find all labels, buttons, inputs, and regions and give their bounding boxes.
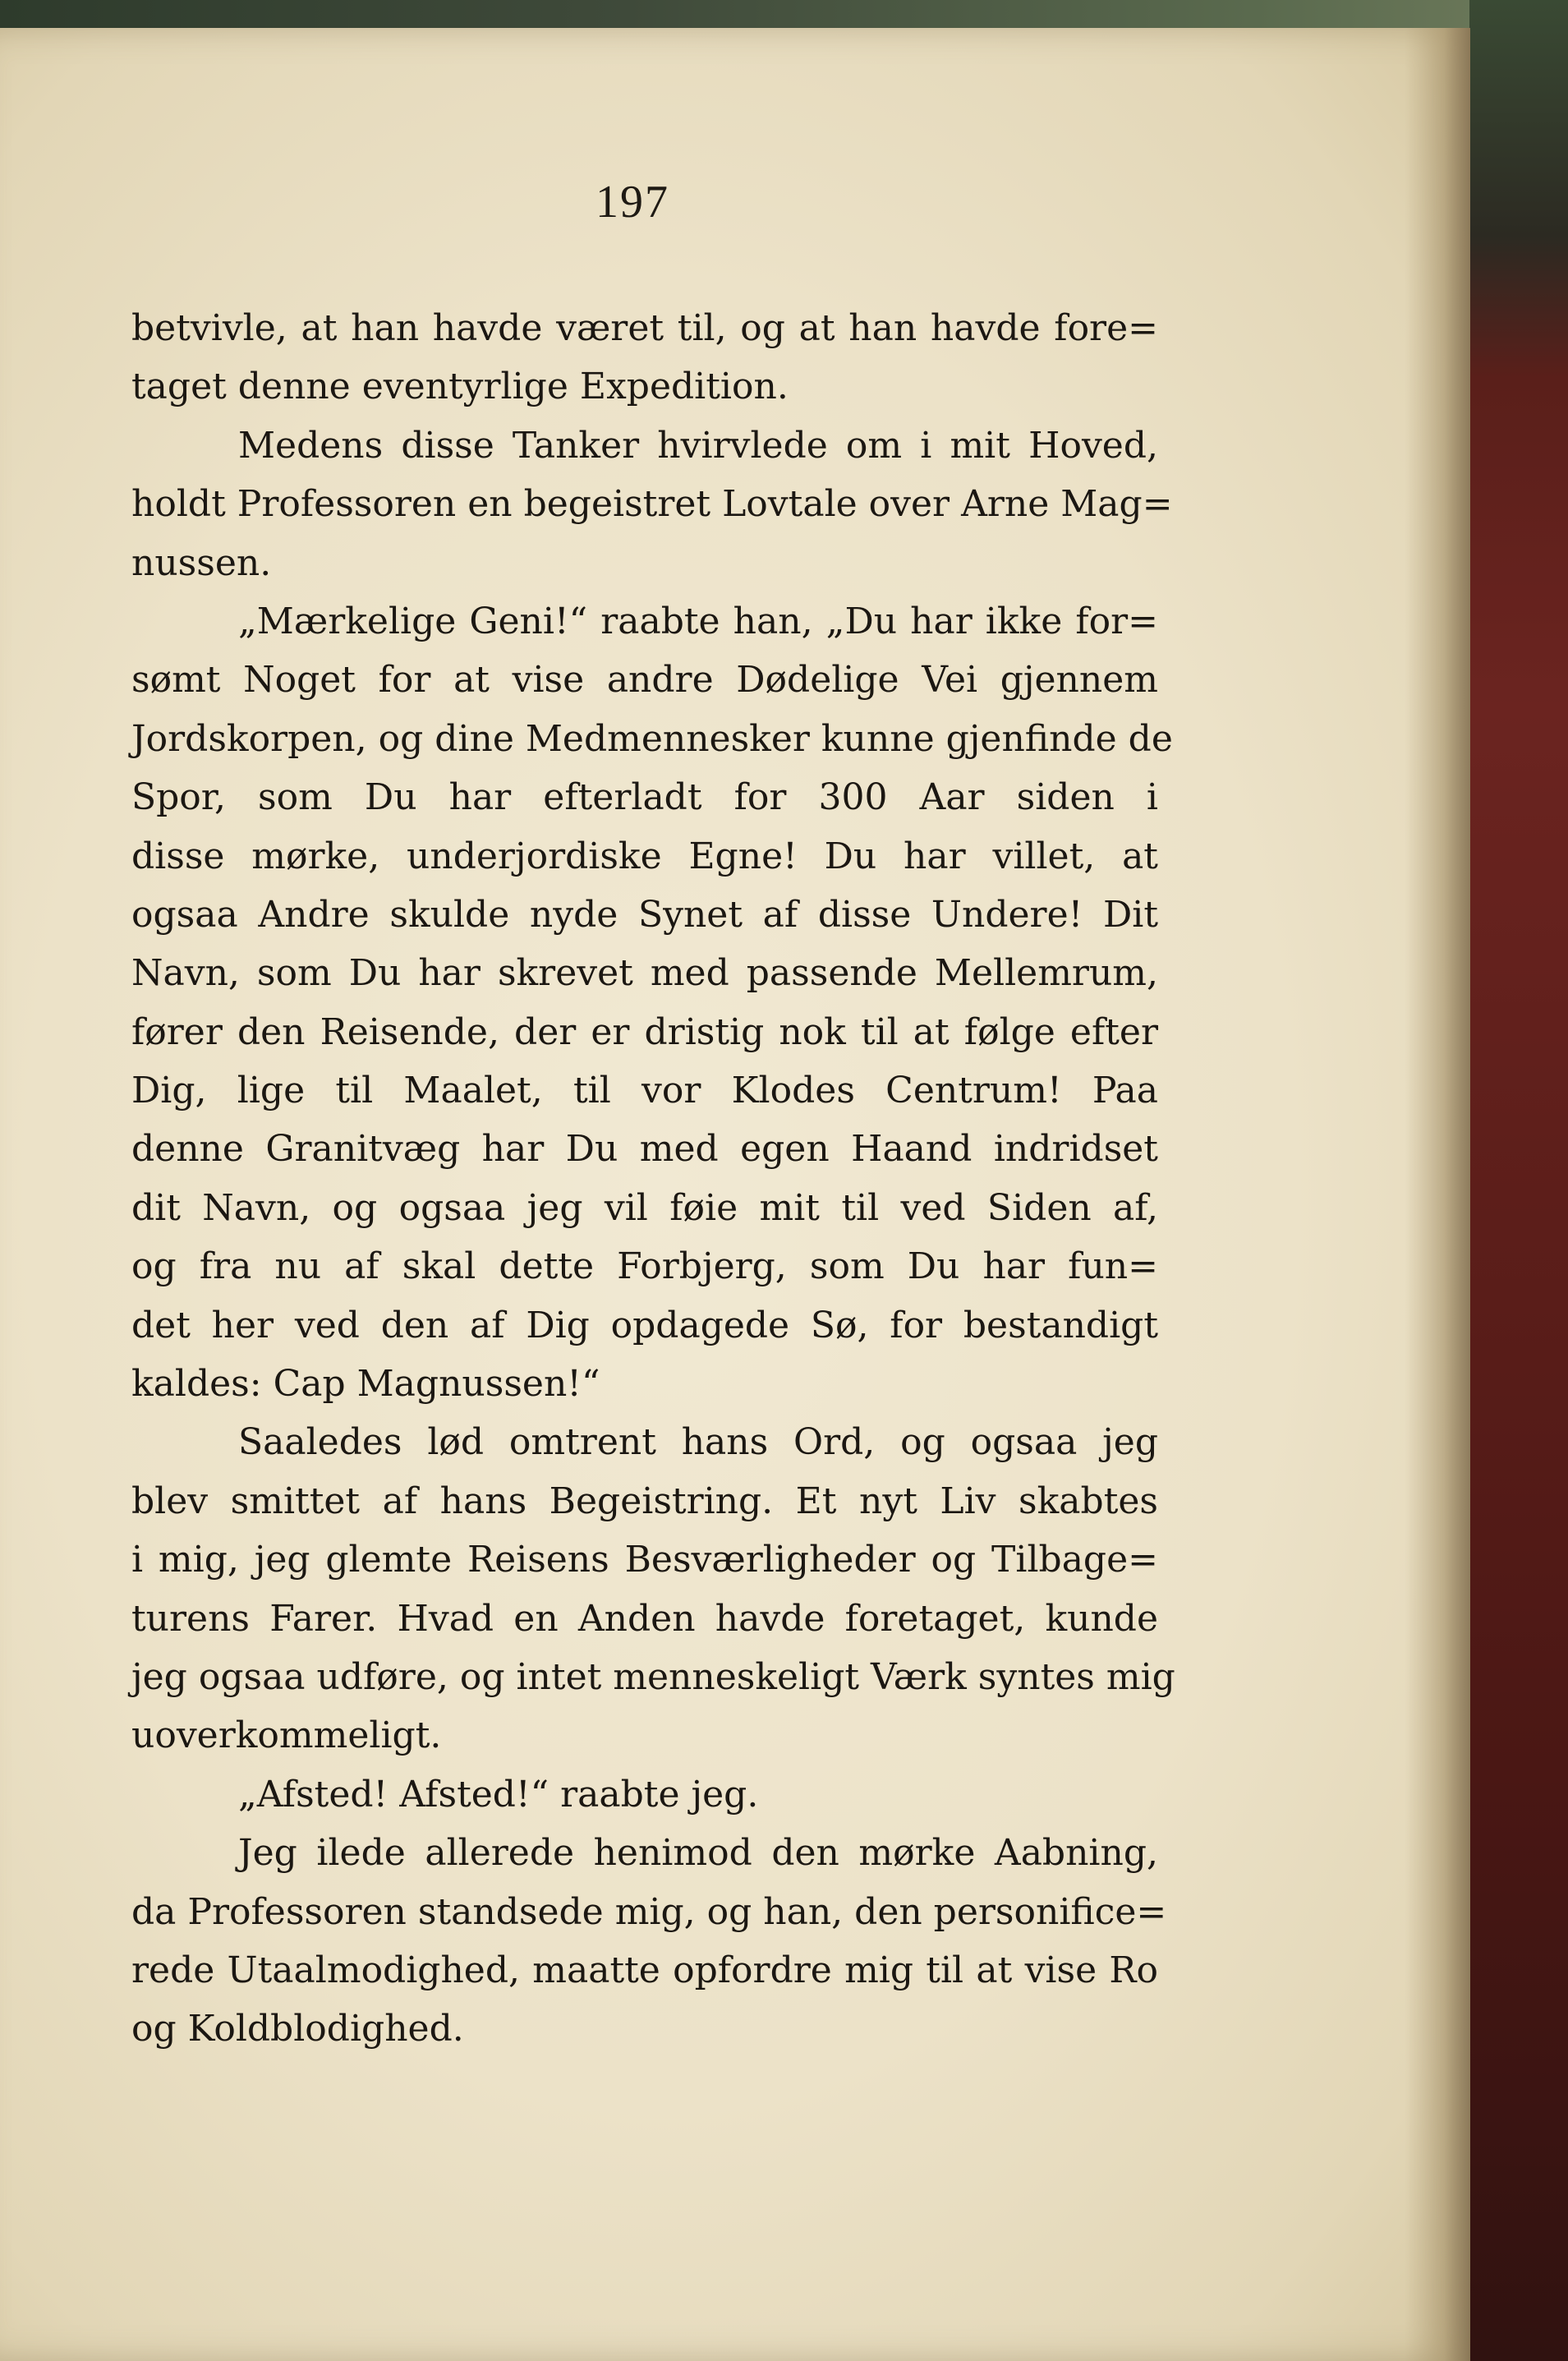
book-page (0, 28, 1470, 2361)
page-text-body (131, 299, 1175, 2059)
text-line: og fra nu af skal dette Forbjerg, som Du har fun= (131, 1245, 1158, 1288)
text-line: Medens disse Tanker hvirvlede om i mit Hoved, (238, 424, 1158, 467)
text-line: taget denne eventyrlige Expedition. (131, 366, 789, 408)
text-line: disse mørke, underjordiske Egne! Du har villet, at (131, 835, 1158, 877)
text-line: „Afsted! Afsted!“ raabte jeg. (238, 1773, 759, 1816)
page-number: 197 (595, 177, 669, 228)
text-line: Dig, lige til Maalet, til vor Klodes Centrum! Paa (131, 1070, 1158, 1112)
text-line: blev smittet af hans Begeistring. Et nyt Liv skabtes (131, 1480, 1158, 1522)
text-line: Spor, som Du har efterladt for 300 Aar siden i (131, 776, 1158, 819)
page-gutter (1405, 28, 1470, 2361)
text-line: rede Utaalmodighed, maatte opfordre mig til at vise Ro (131, 1949, 1158, 1991)
book-cover-right-edge (1469, 0, 1568, 2361)
text-line: betvivle, at han havde været til, og at han havde fore= (131, 307, 1158, 349)
text-line: „Mærkelige Geni!“ raabte han, „Du har ikke for= (238, 600, 1158, 642)
text-line: Saaledes lød omtrent hans Ord, og ogsaa jeg (238, 1421, 1158, 1464)
text-line: holdt Professoren en begeistret Lovtale over Arne Mag= (131, 483, 1173, 526)
text-line: denne Granitvæg har Du med egen Haand indridset (131, 1128, 1158, 1171)
text-line: nussen. (131, 541, 272, 584)
text-line: ogsaa Andre skulde nyde Synet af disse Undere! Dit (131, 893, 1158, 936)
text-line: Jordskorpen, og dine Medmennesker kunne gjenfinde de (131, 717, 1173, 760)
text-line: det her ved den af Dig opdagede Sø, for bestandigt (131, 1304, 1158, 1346)
text-line: i mig, jeg glemte Reisens Besværligheder og Tilbage= (131, 1539, 1158, 1581)
text-line: dit Navn, og ogsaa jeg vil føie mit til ved Siden af, (131, 1186, 1158, 1229)
text-line: sømt Noget for at vise andre Dødelige Vei gjennem (131, 659, 1158, 702)
text-line: kaldes: Cap Magnussen!“ (131, 1363, 600, 1406)
text-line: Navn, som Du har skrevet med passende Mellemrum, (131, 952, 1158, 995)
text-line: og Koldblodighed. (131, 2008, 464, 2050)
text-line: da Professoren standsede mig, og han, den personifice= (131, 1890, 1167, 1933)
text-line: Jeg ilede allerede henimod den mørke Aabning, (238, 1832, 1158, 1875)
text-line: jeg ogsaa udføre, og intet menneskeligt Værk syntes mig (131, 1655, 1175, 1698)
text-line: uoverkommeligt. (131, 1714, 442, 1757)
text-line: turens Farer. Hvad en Anden havde foretaget, kunde (131, 1597, 1158, 1640)
text-line: fører den Reisende, der er dristig nok til at følge efter (131, 1010, 1158, 1053)
